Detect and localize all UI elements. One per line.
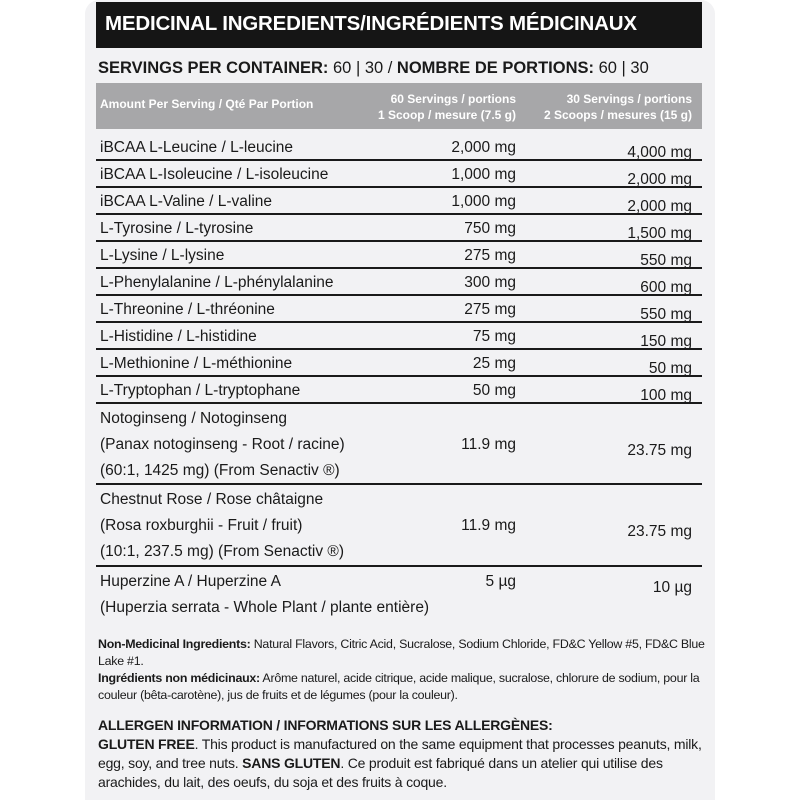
table-header	[96, 83, 702, 129]
allergen-heading-text: ALLERGEN INFORMATION / INFORMATIONS SUR LES ALLERGÈNES:	[98, 717, 553, 733]
table-row-notoginseng	[96, 404, 702, 485]
table-row	[96, 269, 702, 296]
table-row	[96, 242, 702, 269]
amount-30-servings: 600 mg	[640, 279, 692, 296]
table-row	[96, 350, 702, 377]
servings-value-fr: 60 | 30	[594, 59, 649, 77]
allergen-heading	[98, 716, 713, 735]
ingredient-name: L-Tyrosine / L-tyrosine	[100, 220, 254, 237]
allergen-text-en: . This product is manufactured on the same equipment that processes peanuts, milk, egg, soy, and tree nuts.	[98, 736, 702, 771]
column-60-servings-header	[378, 91, 516, 123]
amount-30-servings: 4,000 mg	[627, 144, 692, 161]
ingredient-name: L-Tryptophan / L-tryptophane	[100, 382, 301, 399]
amount-60-servings: 275 mg	[464, 301, 516, 318]
allergen-text-fr: . Ce produit est fabriqué dans un atelier qui utilise des arachides, du lait, des oeufs, du soja et des fruits à coque.	[98, 755, 663, 790]
amount-30-servings: 150 mg	[640, 333, 692, 350]
amount-30-servings: 1,500 mg	[627, 225, 692, 242]
column-60-line2: 1 Scoop / mesure (7.5 g)	[377, 108, 516, 122]
amount-60-servings: 5 µg	[485, 573, 516, 590]
amount-30-servings: 10 µg	[652, 579, 692, 596]
table-row-chestnut-rose	[96, 485, 702, 567]
table-row	[96, 188, 702, 215]
non-medicinal-fr	[98, 670, 713, 704]
ingredient-name: L-Phenylalanine / L-phénylalanine	[100, 274, 334, 291]
non-medicinal-label-fr: Ingrédients non médicinaux:	[98, 671, 260, 685]
servings-per-container	[98, 59, 649, 78]
amount-30-servings: 50 mg	[648, 360, 692, 377]
amount-60-servings: 300 mg	[464, 274, 516, 291]
ingredient-name: iBCAA L-Isoleucine / L-isoleucine	[100, 166, 329, 183]
ingredient-name: Chestnut Rose / Rose châtaigne	[100, 491, 324, 508]
gluten-free-fr: SANS GLUTEN	[242, 755, 341, 771]
non-medicinal-text-en: Natural Flavors, Citric Acid, Sucralose, Sodium Chloride, FD&C Yellow #5, FD&C Blue Lake #1.	[98, 637, 705, 668]
amount-per-serving-header: Amount Per Serving / Qté Par Portion	[100, 97, 314, 111]
column-30-servings-header	[544, 91, 692, 123]
ingredient-source: (Panax notoginseng - Root / racine)	[100, 436, 345, 453]
ingredient-name: L-Lysine / L-lysine	[100, 247, 225, 264]
ingredient-name: iBCAA L-Leucine / L-leucine	[100, 139, 294, 156]
amount-60-servings: 2,000 mg	[451, 139, 516, 156]
amount-30-servings: 550 mg	[640, 252, 692, 269]
ingredient-extract-ratio: (10:1, 237.5 mg) (From Senactiv ®)	[100, 543, 345, 560]
ingredient-source: (Rosa roxburghii - Fruit / fruit)	[100, 517, 303, 534]
ingredient-name: iBCAA L-Valine / L-valine	[100, 193, 273, 210]
table-row	[96, 215, 702, 242]
servings-value-en: 60 | 30 /	[328, 59, 397, 77]
allergen-information	[98, 716, 713, 792]
non-medicinal-label-en: Non-Medicinal Ingredients:	[98, 637, 251, 651]
amount-60-servings: 25 mg	[472, 355, 516, 372]
column-30-line1: 30 Servings / portions	[566, 92, 692, 106]
amount-60-servings: 75 mg	[472, 328, 516, 345]
amount-30-servings: 2,000 mg	[627, 198, 692, 215]
column-30-line2: 2 Scoops / mesures (15 g)	[543, 108, 692, 122]
amount-60-servings: 50 mg	[472, 382, 516, 399]
amount-30-servings: 23.75 mg	[627, 442, 692, 459]
table-row	[96, 134, 702, 161]
amount-60-servings: 11.9 mg	[461, 517, 516, 534]
ingredient-name: L-Threonine / L-thréonine	[100, 301, 275, 318]
ingredient-name: L-Methionine / L-méthionine	[100, 355, 293, 372]
gluten-free-en: GLUTEN FREE	[98, 736, 195, 752]
table-row	[96, 296, 702, 323]
amount-60-servings: 275 mg	[464, 247, 516, 264]
ingredient-name: Huperzine A / Huperzine A	[100, 573, 281, 590]
amount-60-servings: 1,000 mg	[451, 166, 516, 183]
table-row	[96, 323, 702, 350]
non-medicinal-text-fr: Arôme naturel, acide citrique, acide malique, sucralose, chlorure de sodium, pour la couleur (bêta-carotène), jus de fruits et de légumes (pour la couleur).	[98, 671, 700, 702]
amount-60-servings: 750 mg	[464, 220, 516, 237]
ingredient-extract-ratio: (60:1, 1425 mg) (From Senactiv ®)	[100, 462, 340, 479]
ingredient-name: L-Histidine / L-histidine	[100, 328, 257, 345]
table-row	[96, 161, 702, 188]
servings-label-en: SERVINGS PER CONTAINER:	[98, 59, 329, 77]
amount-30-servings: 2,000 mg	[627, 171, 692, 188]
table-row-huperzine	[96, 567, 702, 623]
amount-30-servings: 550 mg	[640, 306, 692, 323]
allergen-text	[98, 735, 713, 792]
non-medicinal-en	[98, 636, 713, 670]
column-60-line1: 60 Servings / portions	[390, 92, 516, 106]
servings-label-fr: NOMBRE DE PORTIONS:	[396, 59, 595, 77]
non-medicinal-ingredients	[98, 636, 713, 704]
amount-60-servings: 1,000 mg	[451, 193, 516, 210]
amount-60-servings: 11.9 mg	[461, 436, 516, 453]
amount-30-servings: 23.75 mg	[627, 523, 692, 540]
table-row	[96, 377, 702, 404]
ingredient-source: (Huperzia serrata - Whole Plant / plante entière)	[100, 599, 430, 616]
amount-30-servings: 100 mg	[640, 387, 692, 404]
medicinal-ingredients-heading: MEDICINAL INGREDIENTS/INGRÉDIENTS MÉDICINAUX	[96, 2, 702, 48]
ingredient-name: Notoginseng / Notoginseng	[100, 410, 287, 427]
